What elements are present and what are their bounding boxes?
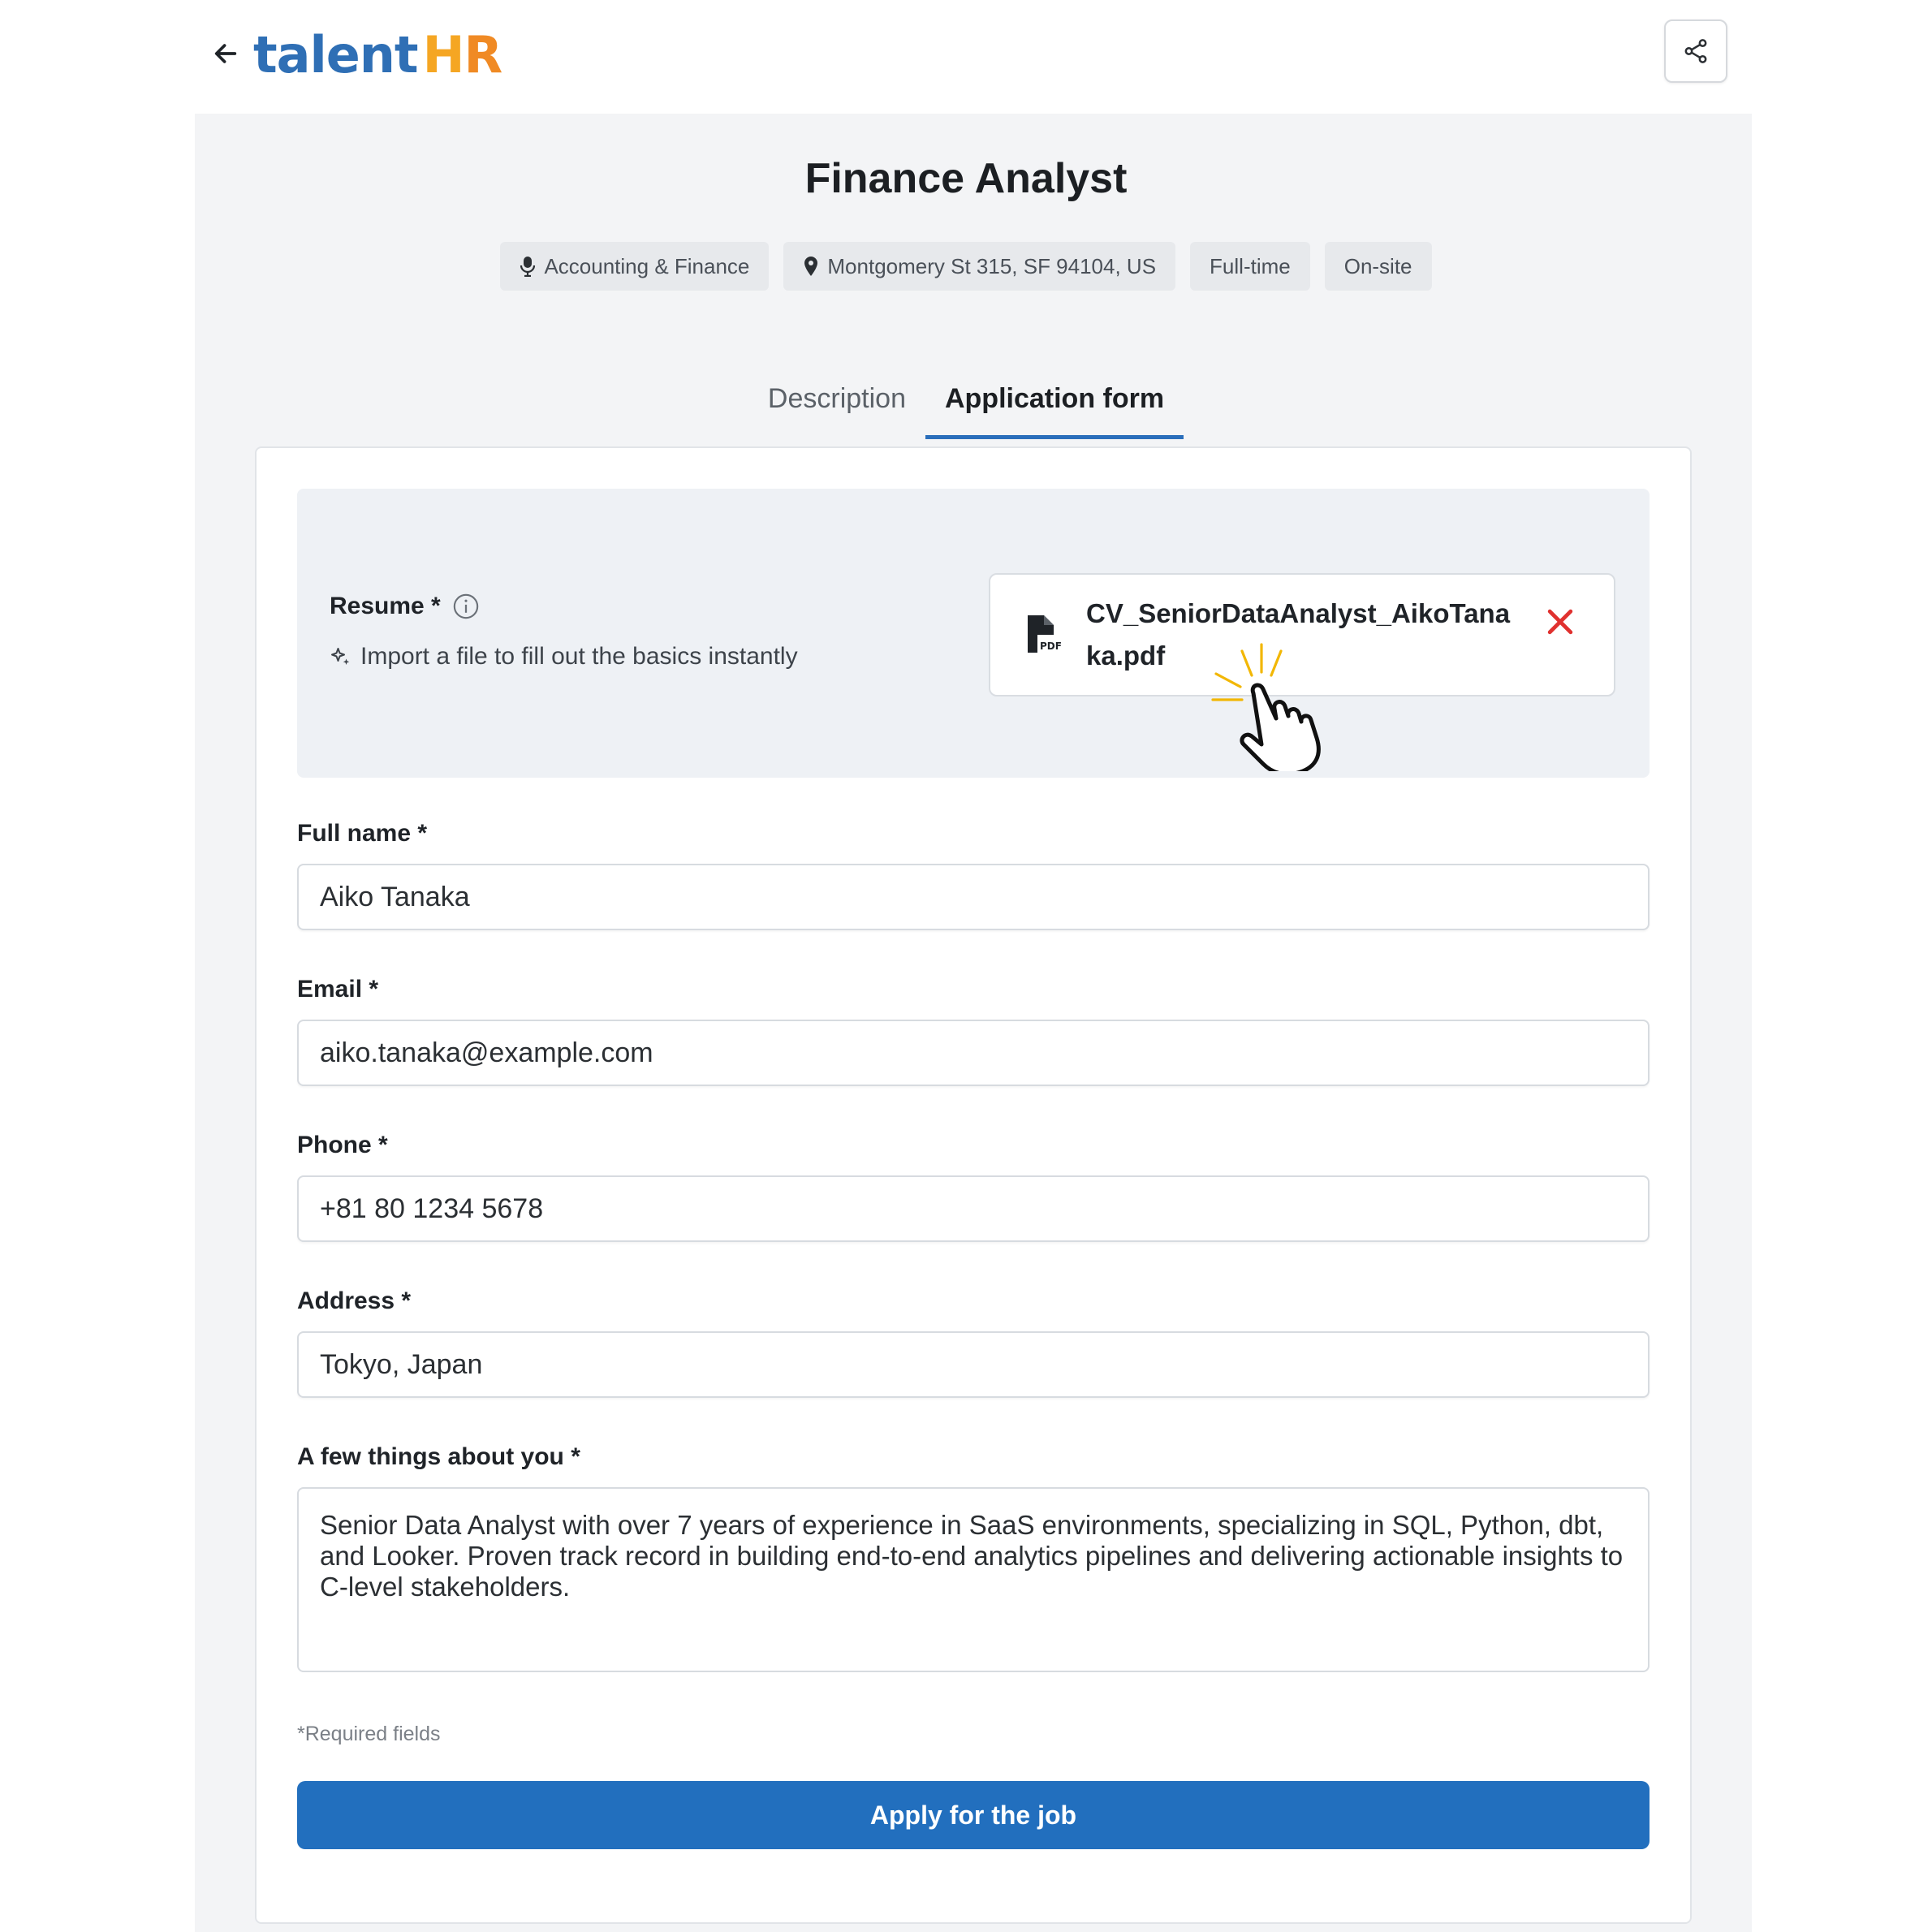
full-name-label: Full name * [297, 820, 428, 847]
tag-label: Accounting & Finance [544, 253, 750, 278]
job-tags [0, 242, 1932, 291]
pdf-file-icon [1024, 614, 1063, 656]
talenthr-logo[interactable] [253, 18, 502, 91]
phone-label: Phone * [297, 1132, 388, 1158]
full-name-input[interactable] [297, 864, 1650, 930]
tag-label: On-site [1343, 253, 1412, 278]
tag-workplace [1325, 242, 1432, 291]
close-icon [1542, 604, 1578, 640]
about-label: A few things about you * [297, 1443, 580, 1470]
phone-input[interactable] [297, 1175, 1650, 1242]
info-icon[interactable] [452, 593, 480, 620]
location-pin-icon [803, 256, 819, 277]
svg-text:PDF: PDF [1040, 640, 1062, 652]
tab-bar [0, 369, 1932, 439]
resume-label [330, 593, 480, 620]
share-button[interactable] [1664, 19, 1727, 83]
microphone-icon [520, 256, 536, 277]
resume-label-text: Resume * [330, 593, 441, 619]
resume-hint-text: Import a file to fill out the basics instantly [360, 643, 798, 670]
logo-text: talent [253, 24, 418, 84]
remove-file-button[interactable] [1542, 604, 1578, 640]
address-input[interactable] [297, 1331, 1650, 1398]
logo-r: R [464, 24, 502, 84]
email-label: Email * [297, 976, 379, 1003]
hand-pointer-icon [1205, 641, 1343, 771]
address-label: Address * [297, 1287, 412, 1314]
tag-employment-type [1190, 242, 1310, 291]
tag-department [500, 242, 769, 291]
full-name-value: Aiko Tanaka [320, 881, 470, 912]
uploaded-file-name: CV_SeniorDataAnalyst_AikoTanaka.pdf [1086, 598, 1511, 671]
tag-label: Full-time [1210, 253, 1291, 278]
address-value: Tokyo, Japan [320, 1348, 483, 1380]
arrow-left-icon [212, 40, 239, 67]
tab-application-form[interactable]: Application form [925, 369, 1184, 439]
logo-h: H [422, 24, 464, 84]
phone-value: +81 80 1234 5678 [320, 1192, 544, 1224]
about-textarea[interactable] [297, 1487, 1650, 1672]
resume-hint [328, 643, 798, 671]
back-button[interactable] [208, 36, 244, 71]
required-fields-note: *Required fields [297, 1723, 441, 1745]
sparkle-icon [328, 645, 352, 669]
tab-description[interactable]: Description [767, 383, 906, 414]
about-value: Senior Data Analyst with over 7 years of experience in SaaS environments, specializing in SQL, Python, dbt, and Looker. Proven track record in building end-to-end analytics pipelines and delivering actionable insights to C-level stakeholders. [320, 1510, 1624, 1602]
email-input[interactable] [297, 1020, 1650, 1086]
tag-label: Montgomery St 315, SF 94104, US [827, 253, 1157, 278]
apply-button[interactable]: Apply for the job [297, 1781, 1650, 1849]
email-value: aiko.tanaka@example.com [320, 1037, 653, 1068]
job-title: Finance Analyst [804, 155, 1128, 202]
tag-location [783, 242, 1175, 291]
share-icon [1682, 37, 1710, 65]
